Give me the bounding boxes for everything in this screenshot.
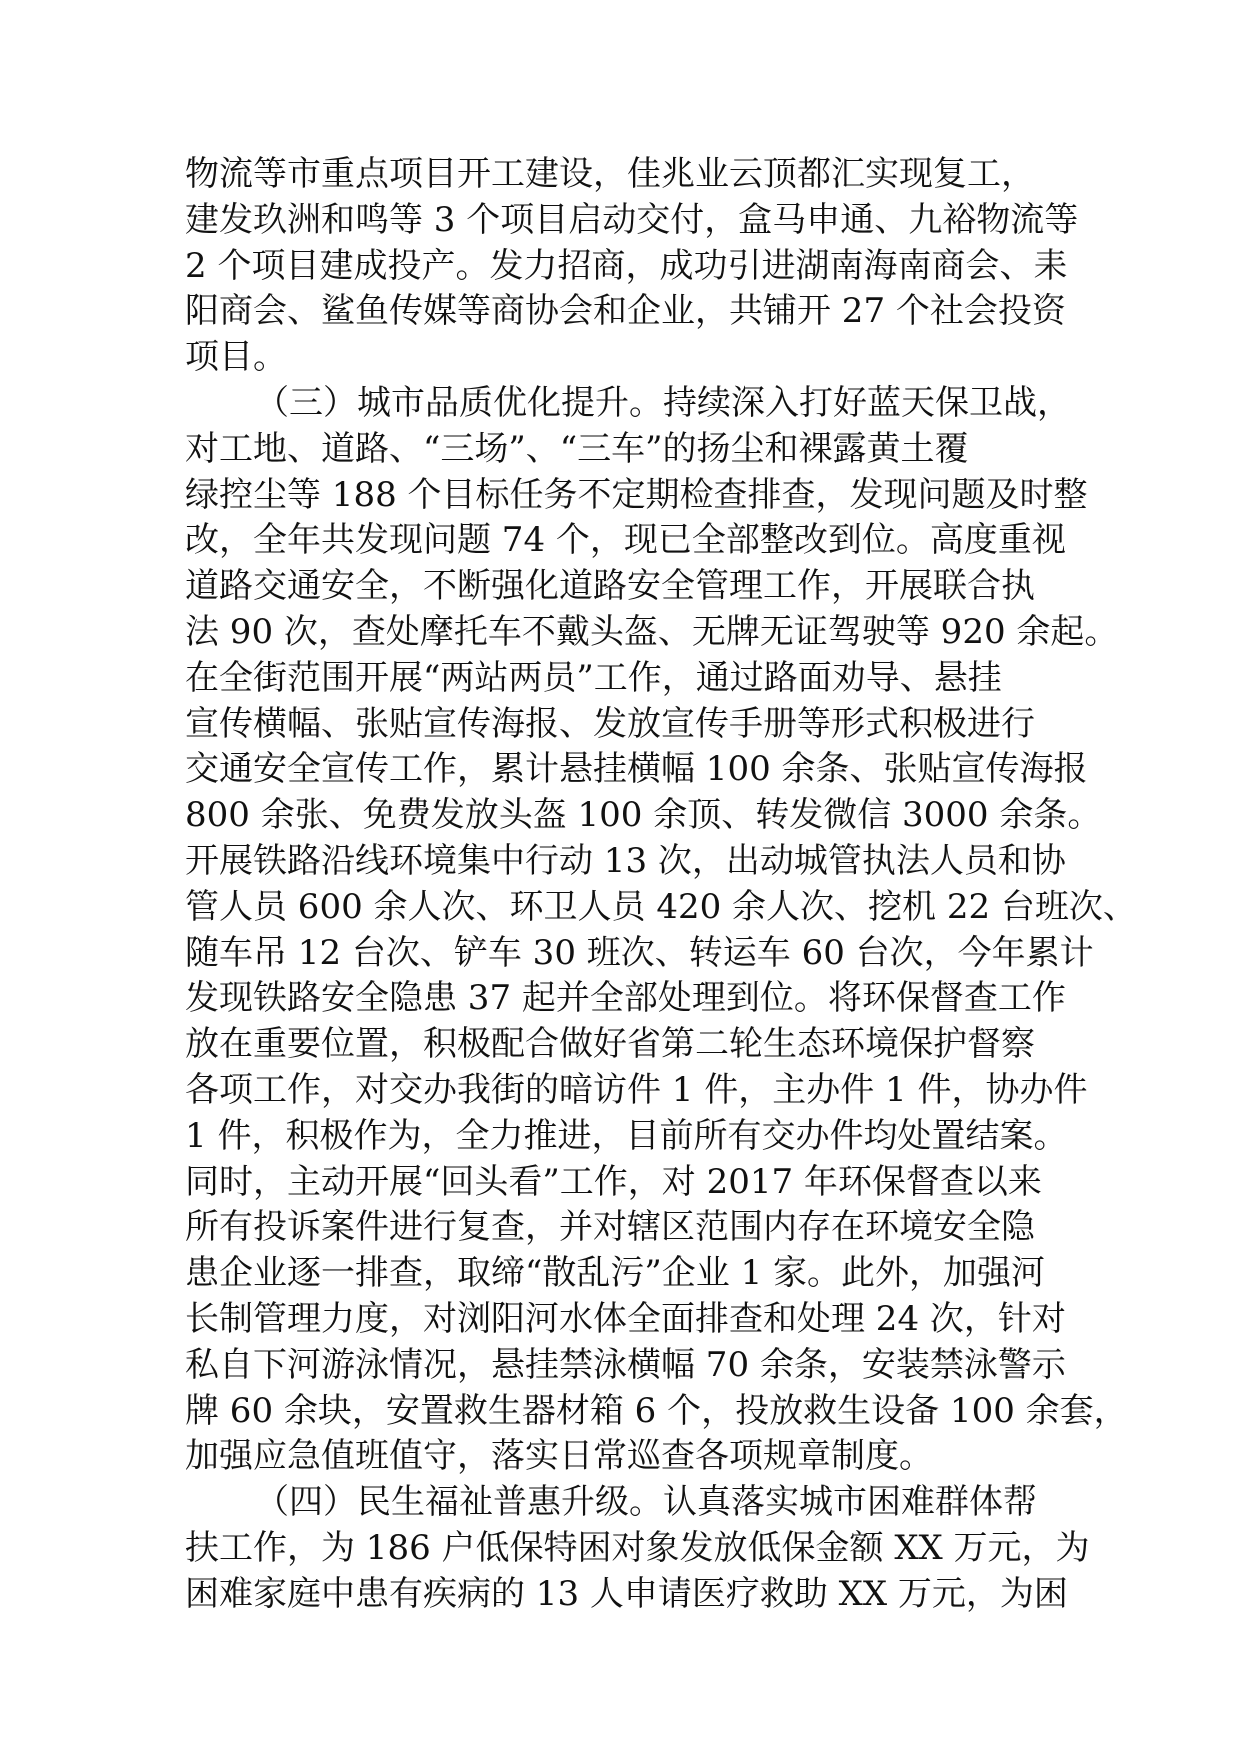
text-line: 道路交通安全，不断强化道路安全管理工作，开展联合执 [185,566,1035,607]
text-line: 加强应急值班值守，落实日常巡查各项规章制度。 [185,1436,933,1477]
text-line: 随车吊 12 台次、铲车 30 班次、转运车 60 台次，今年累计 [185,932,1094,973]
text-line: 1 件，积极作为，全力推进，目前所有交办件均处置结案。 [185,1115,1068,1156]
text-line: 项目。 [185,337,287,378]
text-line: 开展铁路沿线环境集中行动 13 次，出动城管执法人员和协 [185,840,1066,881]
text-line: 建发玖洲和鸣等 3 个项目启动交付，盒马申通、九裕物流等 [185,199,1079,240]
text-line: 交通安全宣传工作，累计悬挂横幅 100 余条、张贴宣传海报 [185,749,1088,790]
text-line: 800 余张、免费发放头盔 100 余顶、转发微信 3000 余条。 [185,795,1102,836]
text-line: 牌 60 余块，安置救生器材箱 6 个，投放救生设备 100 余套， [185,1390,1128,1431]
text-line: 放在重要位置，积极配合做好省第二轮生态环境保护督察 [185,1024,1035,1065]
text-line: 私自下河游泳情况，悬挂禁泳横幅 70 余条，安装禁泳警示 [185,1344,1066,1385]
text-line: 在全街范围开展“两站两员”工作，通过路面劝导、悬挂 [185,657,1002,698]
text-line: 所有投诉案件进行复查，并对辖区范围内存在环境安全隐 [185,1207,1035,1248]
text-line: 困难家庭中患有疾病的 13 人申请医疗救助 XX 万元，为困 [185,1573,1068,1614]
body-text [185,152,1137,1618]
text-line: 改，全年共发现问题 74 个，现已全部整改到位。高度重视 [185,520,1066,561]
text-line: 对工地、道路、“三场”、“三车”的扬尘和裸露黄土覆 [185,428,969,469]
text-line: 扶工作，为 186 户低保特困对象发放低保金额 XX 万元，为 [185,1527,1090,1568]
text-line: 物流等市重点项目开工建设，佳兆业云顶都汇实现复工， [185,154,1035,194]
text-line: 发现铁路安全隐患 37 起并全部处理到位。将环保督查工作 [185,978,1066,1019]
text-line: 2 个项目建成投产。发力招商，成功引进湖南海南商会、耒 [185,245,1068,286]
text-line: 长制管理力度，对浏阳河水体全面排查和处理 24 次，针对 [185,1298,1066,1339]
text-line: 管人员 600 余人次、环卫人员 420 余人次、挖机 22 台班次、 [185,886,1137,927]
section-heading-line: （四）民生福祉普惠升级。认真落实城市困难群体帮 [255,1482,1037,1523]
section-heading-line: （三）城市品质优化提升。持续深入打好蓝天保卫战， [255,382,1071,423]
text-line: 患企业逐一排查，取缔“散乱污”企业 1 家。此外，加强河 [185,1253,1046,1294]
text-line: 各项工作，对交办我街的暗访件 1 件，主办件 1 件，协办件 [185,1069,1088,1110]
text-line: 绿控尘等 188 个目标任务不定期检查排查，发现问题及时整 [185,474,1088,515]
text-line: 同时，主动开展“回头看”工作，对 2017 年环保督查以来 [185,1161,1042,1202]
text-line: 宣传横幅、张贴宣传海报、发放宣传手册等形式积极进行 [185,703,1035,744]
text-line: 法 90 次，查处摩托车不戴头盔、无牌无证驾驶等 920 余起。 [185,611,1119,652]
text-line: 阳商会、鲨鱼传媒等商协会和企业，共铺开 27 个社会投资 [185,291,1066,332]
